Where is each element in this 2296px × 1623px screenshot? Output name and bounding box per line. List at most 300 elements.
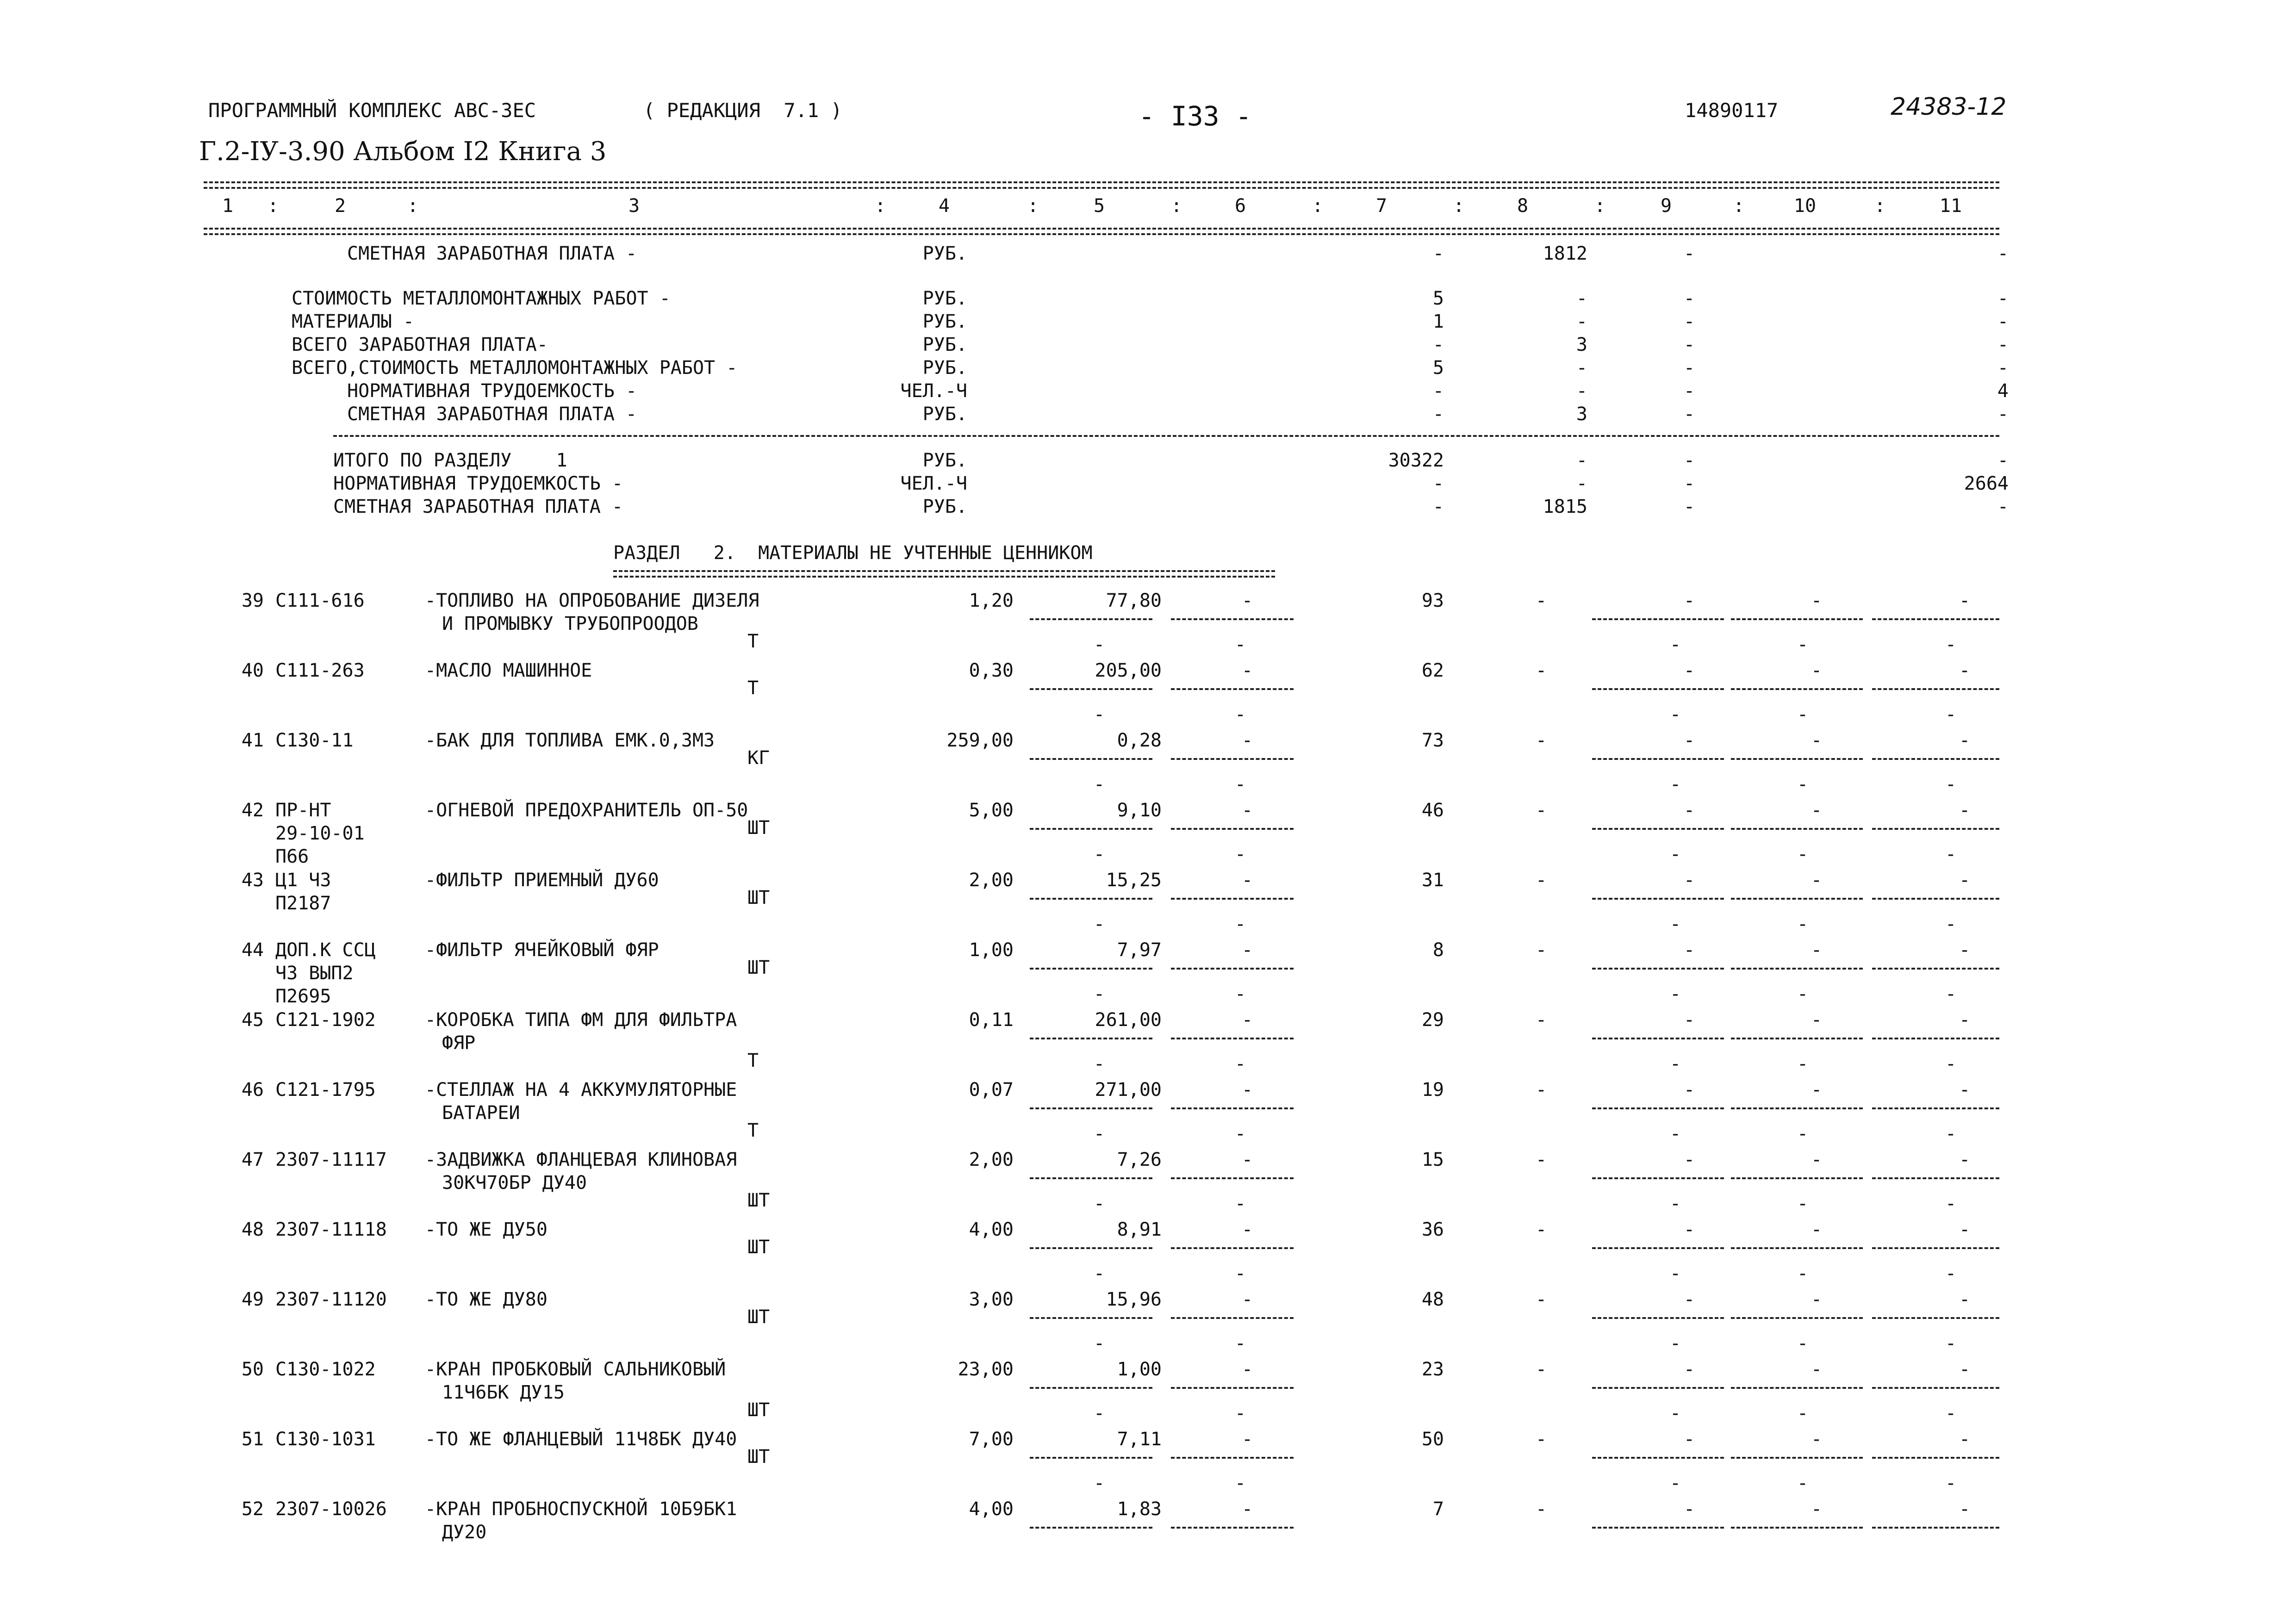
item-name: 30КЧ70БР ДУ40 <box>442 1172 587 1194</box>
sub-dash-col10: - <box>1797 704 1809 725</box>
item-name: -КРАН ПРОБНОСПУСКНОЙ 10Б9БК1 <box>425 1499 737 1520</box>
item-col11-dash: - <box>1959 1359 1971 1380</box>
row-rule <box>1030 1177 1152 1179</box>
item-code: С130-11 <box>275 730 354 751</box>
item-code: С130-1022 <box>275 1359 376 1380</box>
row-rule <box>1872 1038 1999 1039</box>
totals-col8: - <box>1576 473 1587 494</box>
column-separator: : <box>268 195 279 217</box>
summary-label: СМЕТНАЯ ЗАРАБОТНАЯ ПЛАТА - <box>347 404 637 425</box>
item-col6-dash: - <box>1241 1359 1253 1380</box>
row-rule <box>1030 1387 1152 1389</box>
sub-dash-col10: - <box>1797 1403 1809 1424</box>
sub-dash-col10: - <box>1797 983 1809 1005</box>
item-col7: 48 <box>1421 1289 1444 1310</box>
item-col9-dash: - <box>1683 660 1695 681</box>
item-col10-dash: - <box>1811 1289 1823 1310</box>
album-title: Г.2-IУ-3.90 Альбом I2 Книга 3 <box>199 137 607 167</box>
item-col10-dash: - <box>1811 1079 1823 1101</box>
summary-col7: 5 <box>1432 357 1444 379</box>
sub-dash-col6: - <box>1234 1193 1246 1214</box>
item-col10-dash: - <box>1811 870 1823 891</box>
sub-dash-col9: - <box>1669 704 1681 725</box>
column-separator: : <box>1171 195 1182 217</box>
sub-dash-col10: - <box>1797 1473 1809 1494</box>
item-quantity: 3,00 <box>969 1289 1014 1310</box>
item-number: 41 <box>241 730 264 751</box>
item-quantity: 259,00 <box>946 730 1014 751</box>
summary-col9: - <box>1683 334 1695 355</box>
summary-col11: 4 <box>1997 380 2009 402</box>
item-price: 261,00 <box>1095 1009 1162 1031</box>
item-price: 0,28 <box>1117 730 1162 751</box>
item-col9-dash: - <box>1683 590 1695 611</box>
sub-dash-col11: - <box>1945 1263 1957 1284</box>
row-rule <box>1592 898 1724 900</box>
row-rule <box>1592 1177 1724 1179</box>
sub-dash-col11: - <box>1945 1193 1957 1214</box>
item-number: 46 <box>241 1079 264 1101</box>
item-name: -ТО ЖЕ ФЛАНЦЕВЫЙ 11Ч8БК ДУ40 <box>425 1429 737 1450</box>
totals-unit: ЧЕЛ.-Ч <box>900 473 967 494</box>
summary-unit: РУБ. <box>922 334 967 355</box>
row-rule <box>1171 1457 1294 1459</box>
item-col7: 15 <box>1421 1149 1444 1170</box>
item-price: 77,80 <box>1106 590 1162 611</box>
item-col8-dash: - <box>1535 939 1547 961</box>
summary-col8: - <box>1576 380 1587 402</box>
summary-col8: - <box>1576 288 1587 309</box>
totals-col7: 30322 <box>1388 450 1444 471</box>
row-rule <box>1592 1317 1724 1319</box>
row-rule <box>1030 1038 1152 1039</box>
sub-dash-col10: - <box>1797 1123 1809 1144</box>
sub-dash-col9: - <box>1669 1193 1681 1214</box>
row-rule <box>1592 1457 1724 1459</box>
item-quantity: 2,00 <box>969 1149 1014 1170</box>
row-rule <box>1731 1387 1863 1389</box>
summary-unit: РУБ. <box>922 311 967 332</box>
item-name: -ТО ЖЕ ДУ50 <box>425 1219 548 1240</box>
summary-col11: - <box>1997 288 2009 309</box>
item-name: И ПРОМЫВКУ ТРУБОПРООДОВ <box>442 613 698 634</box>
item-col7: 7 <box>1432 1499 1444 1520</box>
sub-dash-col5: - <box>1093 1193 1105 1214</box>
sub-dash-col9: - <box>1669 914 1681 935</box>
item-col9-dash: - <box>1683 1359 1695 1380</box>
item-col9-dash: - <box>1683 1499 1695 1520</box>
row-rule <box>1872 828 1999 830</box>
sub-dash-col6: - <box>1234 1473 1246 1494</box>
summary-rule <box>333 435 1999 437</box>
row-rule <box>1872 1177 1999 1179</box>
item-col11-dash: - <box>1959 800 1971 821</box>
item-code: П2695 <box>275 986 331 1007</box>
item-name: -ФИЛЬТР ЯЧЕЙКОВЫЙ ФЯР <box>425 939 659 961</box>
sub-dash-col11: - <box>1945 774 1957 795</box>
column-header-1: 1 <box>222 195 234 217</box>
item-code: С121-1795 <box>275 1079 376 1101</box>
row-rule <box>1171 1247 1294 1249</box>
row-rule <box>1171 898 1294 900</box>
item-unit: ШТ <box>747 1446 770 1468</box>
item-code: П2187 <box>275 893 331 914</box>
item-col7: 50 <box>1421 1429 1444 1450</box>
item-col10-dash: - <box>1811 1429 1823 1450</box>
item-name: -СТЕЛЛАЖ НА 4 АККУМУЛЯТОРНЫЕ <box>425 1079 737 1101</box>
item-quantity: 23,00 <box>958 1359 1014 1380</box>
sub-dash-col6: - <box>1234 1333 1246 1354</box>
column-separator: : <box>1594 195 1606 217</box>
item-col8-dash: - <box>1535 800 1547 821</box>
sub-dash-col5: - <box>1093 1123 1105 1144</box>
item-col9-dash: - <box>1683 870 1695 891</box>
row-rule <box>1872 1107 1999 1109</box>
item-col9-dash: - <box>1683 1009 1695 1031</box>
column-separator: : <box>1027 195 1039 217</box>
item-name: -БАК ДЛЯ ТОПЛИВА ЕМК.0,3М3 <box>425 730 715 751</box>
totals-label: ИТОГО ПО РАЗДЕЛУ 1 <box>333 450 567 471</box>
item-unit: ШТ <box>747 887 770 908</box>
sub-dash-col11: - <box>1945 1473 1957 1494</box>
doc-number: 14890117 <box>1685 99 1779 122</box>
sub-dash-col9: - <box>1669 1263 1681 1284</box>
item-unit: ШТ <box>747 957 770 978</box>
sub-dash-col11: - <box>1945 844 1957 865</box>
row-rule <box>1030 618 1152 620</box>
summary-col7: - <box>1432 334 1444 355</box>
item-col7: 36 <box>1421 1219 1444 1240</box>
row-rule <box>1592 1387 1724 1389</box>
item-col9-dash: - <box>1683 730 1695 751</box>
item-col9-dash: - <box>1683 1289 1695 1310</box>
row-rule <box>1030 1457 1152 1459</box>
item-col9-dash: - <box>1683 1219 1695 1240</box>
summary-col7: - <box>1432 404 1444 425</box>
row-rule <box>1872 688 1999 690</box>
section-title-underline <box>613 570 1275 578</box>
item-col6-dash: - <box>1241 870 1253 891</box>
item-col11-dash: - <box>1959 1079 1971 1101</box>
item-number: 51 <box>241 1429 264 1450</box>
item-col10-dash: - <box>1811 939 1823 961</box>
totals-unit: РУБ. <box>922 496 967 517</box>
archive-stamp: 24383-12 <box>1891 93 2007 121</box>
column-header-8: 8 <box>1517 195 1529 217</box>
totals-col9: - <box>1683 473 1695 494</box>
row-rule <box>1030 1317 1152 1319</box>
item-number: 40 <box>241 660 264 681</box>
sub-dash-col9: - <box>1669 634 1681 655</box>
item-col6-dash: - <box>1241 660 1253 681</box>
item-col8-dash: - <box>1535 660 1547 681</box>
totals-col11: - <box>1997 496 2009 517</box>
item-col7: 93 <box>1421 590 1444 611</box>
item-col11-dash: - <box>1959 939 1971 961</box>
row-rule <box>1030 688 1152 690</box>
summary-col9: - <box>1683 243 1695 264</box>
item-col8-dash: - <box>1535 1359 1547 1380</box>
item-col6-dash: - <box>1241 1429 1253 1450</box>
summary-unit: ЧЕЛ.-Ч <box>900 380 967 402</box>
item-code: С111-616 <box>275 590 365 611</box>
sub-dash-col5: - <box>1093 1403 1105 1424</box>
item-col8-dash: - <box>1535 1499 1547 1520</box>
row-rule <box>1030 758 1152 760</box>
item-code: 2307-11118 <box>275 1219 387 1240</box>
totals-col7: - <box>1432 496 1444 517</box>
item-col8-dash: - <box>1535 1079 1547 1101</box>
summary-col11: - <box>1997 334 2009 355</box>
item-code: Ц1 Ч3 <box>275 870 331 891</box>
totals-unit: РУБ. <box>922 450 967 471</box>
item-code: 2307-10026 <box>275 1499 387 1520</box>
row-rule <box>1592 758 1724 760</box>
item-col7: 8 <box>1432 939 1444 961</box>
item-price: 7,97 <box>1117 939 1162 961</box>
row-rule <box>1030 898 1152 900</box>
item-col11-dash: - <box>1959 1009 1971 1031</box>
row-rule <box>1171 1038 1294 1039</box>
item-name: -ЗАДВИЖКА ФЛАНЦЕВАЯ КЛИНОВАЯ <box>425 1149 737 1170</box>
item-price: 271,00 <box>1095 1079 1162 1101</box>
sub-dash-col6: - <box>1234 1053 1246 1075</box>
item-number: 45 <box>241 1009 264 1031</box>
header-rule-top <box>204 181 1999 189</box>
summary-label: ВСЕГО ЗАРАБОТНАЯ ПЛАТА- <box>292 334 548 355</box>
column-separator: : <box>1453 195 1465 217</box>
item-col8-dash: - <box>1535 590 1547 611</box>
sub-dash-col11: - <box>1945 914 1957 935</box>
item-col11-dash: - <box>1959 660 1971 681</box>
sub-dash-col9: - <box>1669 1473 1681 1494</box>
item-code: С130-1031 <box>275 1429 376 1450</box>
item-col10-dash: - <box>1811 660 1823 681</box>
item-col6-dash: - <box>1241 1009 1253 1031</box>
item-unit: Т <box>747 678 759 699</box>
sub-dash-col6: - <box>1234 634 1246 655</box>
totals-col8: 1815 <box>1543 496 1587 517</box>
row-rule <box>1872 1317 1999 1319</box>
item-col7: 73 <box>1421 730 1444 751</box>
row-rule <box>1731 1107 1863 1109</box>
item-col11-dash: - <box>1959 870 1971 891</box>
item-col6-dash: - <box>1241 939 1253 961</box>
item-unit: КГ <box>747 747 770 769</box>
item-col11-dash: - <box>1959 730 1971 751</box>
sub-dash-col9: - <box>1669 983 1681 1005</box>
item-col6-dash: - <box>1241 1219 1253 1240</box>
header-rule-bottom <box>204 228 1999 235</box>
item-col10-dash: - <box>1811 1219 1823 1240</box>
item-col8-dash: - <box>1535 1149 1547 1170</box>
row-rule <box>1171 1177 1294 1179</box>
row-rule <box>1731 1527 1863 1529</box>
item-col11-dash: - <box>1959 1219 1971 1240</box>
totals-col7: - <box>1432 473 1444 494</box>
item-name: -МАСЛО МАШИННОЕ <box>425 660 592 681</box>
item-code: 2307-11120 <box>275 1289 387 1310</box>
sub-dash-col5: - <box>1093 1263 1105 1284</box>
row-rule <box>1592 618 1724 620</box>
item-number: 39 <box>241 590 264 611</box>
sub-dash-col6: - <box>1234 774 1246 795</box>
item-col10-dash: - <box>1811 1149 1823 1170</box>
item-code: С121-1902 <box>275 1009 376 1031</box>
item-col11-dash: - <box>1959 590 1971 611</box>
summary-label: ВСЕГО,СТОИМОСТЬ МЕТАЛЛОМОНТАЖНЫХ РАБОТ - <box>292 357 738 379</box>
summary-label: НОРМАТИВНАЯ ТРУДОЕМКОСТЬ - <box>347 380 637 402</box>
item-price: 15,25 <box>1106 870 1162 891</box>
item-name: 11Ч6БК ДУ15 <box>442 1382 565 1403</box>
sub-dash-col10: - <box>1797 774 1809 795</box>
row-rule <box>1872 898 1999 900</box>
item-col6-dash: - <box>1241 590 1253 611</box>
item-name: ДУ20 <box>442 1522 487 1543</box>
summary-col11: - <box>1997 357 2009 379</box>
item-quantity: 1,00 <box>969 939 1014 961</box>
item-code: С111-263 <box>275 660 365 681</box>
item-col8-dash: - <box>1535 870 1547 891</box>
summary-col11: - <box>1997 311 2009 332</box>
column-separator: : <box>1312 195 1324 217</box>
item-price: 1,00 <box>1117 1359 1162 1380</box>
item-col9-dash: - <box>1683 1429 1695 1450</box>
sub-dash-col11: - <box>1945 704 1957 725</box>
row-rule <box>1872 1247 1999 1249</box>
item-col11-dash: - <box>1959 1429 1971 1450</box>
row-rule <box>1592 1527 1724 1529</box>
item-col10-dash: - <box>1811 590 1823 611</box>
sub-dash-col5: - <box>1093 704 1105 725</box>
sub-dash-col5: - <box>1093 774 1105 795</box>
sub-dash-col5: - <box>1093 1053 1105 1075</box>
row-rule <box>1731 758 1863 760</box>
item-col10-dash: - <box>1811 1359 1823 1380</box>
item-col9-dash: - <box>1683 800 1695 821</box>
item-unit: ШТ <box>747 1399 770 1421</box>
item-col10-dash: - <box>1811 730 1823 751</box>
item-unit: ШТ <box>747 817 770 839</box>
row-rule <box>1731 1457 1863 1459</box>
item-col8-dash: - <box>1535 730 1547 751</box>
summary-col8: 3 <box>1576 334 1587 355</box>
item-unit: Т <box>747 1120 759 1141</box>
item-price: 205,00 <box>1095 660 1162 681</box>
column-header-9: 9 <box>1660 195 1672 217</box>
row-rule <box>1592 968 1724 970</box>
item-col8-dash: - <box>1535 1289 1547 1310</box>
row-rule <box>1731 968 1863 970</box>
sub-dash-col6: - <box>1234 1123 1246 1144</box>
item-quantity: 4,00 <box>969 1219 1014 1240</box>
totals-label: СМЕТНАЯ ЗАРАБОТНАЯ ПЛАТА - <box>333 496 623 517</box>
item-col6-dash: - <box>1241 1499 1253 1520</box>
row-rule <box>1592 1038 1724 1039</box>
sub-dash-col6: - <box>1234 914 1246 935</box>
column-header-2: 2 <box>334 195 346 217</box>
row-rule <box>1171 1527 1294 1529</box>
column-separator: : <box>1874 195 1886 217</box>
summary-unit: РУБ. <box>922 288 967 309</box>
row-rule <box>1731 828 1863 830</box>
sub-dash-col10: - <box>1797 914 1809 935</box>
item-quantity: 0,07 <box>969 1079 1014 1101</box>
item-code: 29-10-01 <box>275 823 365 844</box>
row-rule <box>1731 898 1863 900</box>
item-price: 1,83 <box>1117 1499 1162 1520</box>
item-quantity: 0,11 <box>969 1009 1014 1031</box>
item-name: -ФИЛЬТР ПРИЕМНЫЙ ДУ60 <box>425 870 659 891</box>
summary-label: СТОИМОСТЬ МЕТАЛЛОМОНТАЖНЫХ РАБОТ - <box>292 288 671 309</box>
row-rule <box>1872 1527 1999 1529</box>
row-rule <box>1592 1107 1724 1109</box>
summary-col9: - <box>1683 380 1695 402</box>
summary-col9: - <box>1683 288 1695 309</box>
sub-dash-col9: - <box>1669 1123 1681 1144</box>
row-rule <box>1171 618 1294 620</box>
item-unit: ШТ <box>747 1237 770 1258</box>
page-number: - I33 - <box>1139 100 1252 132</box>
sub-dash-col10: - <box>1797 634 1809 655</box>
column-header-11: 11 <box>1939 195 1962 217</box>
summary-unit: РУБ. <box>922 243 967 264</box>
item-unit: Т <box>747 1050 759 1071</box>
item-number: 49 <box>241 1289 264 1310</box>
sub-dash-col6: - <box>1234 983 1246 1005</box>
item-price: 7,26 <box>1117 1149 1162 1170</box>
row-rule <box>1731 1247 1863 1249</box>
row-rule <box>1731 1317 1863 1319</box>
column-header-5: 5 <box>1093 195 1105 217</box>
summary-unit: РУБ. <box>922 404 967 425</box>
item-col11-dash: - <box>1959 1289 1971 1310</box>
row-rule <box>1030 1247 1152 1249</box>
item-price: 9,10 <box>1117 800 1162 821</box>
item-col6-dash: - <box>1241 730 1253 751</box>
summary-col7: 1 <box>1432 311 1444 332</box>
section-title: РАЗДЕЛ 2. МАТЕРИАЛЫ НЕ УЧТЕННЫЕ ЦЕННИКОМ <box>613 542 1093 564</box>
item-number: 50 <box>241 1359 264 1380</box>
summary-unit: РУБ. <box>922 357 967 379</box>
sub-dash-col6: - <box>1234 1403 1246 1424</box>
summary-col7: - <box>1432 380 1444 402</box>
sub-dash-col5: - <box>1093 983 1105 1005</box>
item-name: ФЯР <box>442 1032 476 1054</box>
summary-col11: - <box>1997 243 2009 264</box>
row-rule <box>1030 968 1152 970</box>
column-header-6: 6 <box>1234 195 1246 217</box>
sub-dash-col6: - <box>1234 704 1246 725</box>
column-header-7: 7 <box>1375 195 1388 217</box>
item-code: Ч3 ВЫП2 <box>275 963 354 984</box>
item-quantity: 7,00 <box>969 1429 1014 1450</box>
item-col9-dash: - <box>1683 939 1695 961</box>
row-rule <box>1592 828 1724 830</box>
sub-dash-col11: - <box>1945 1123 1957 1144</box>
sub-dash-col5: - <box>1093 844 1105 865</box>
item-number: 47 <box>241 1149 264 1170</box>
row-rule <box>1171 828 1294 830</box>
row-rule <box>1171 1107 1294 1109</box>
sub-dash-col5: - <box>1093 1473 1105 1494</box>
totals-col9: - <box>1683 450 1695 471</box>
row-rule <box>1872 618 1999 620</box>
summary-col8: - <box>1576 357 1587 379</box>
summary-col7: 5 <box>1432 288 1444 309</box>
row-rule <box>1872 1457 1999 1459</box>
totals-col8: - <box>1576 450 1587 471</box>
